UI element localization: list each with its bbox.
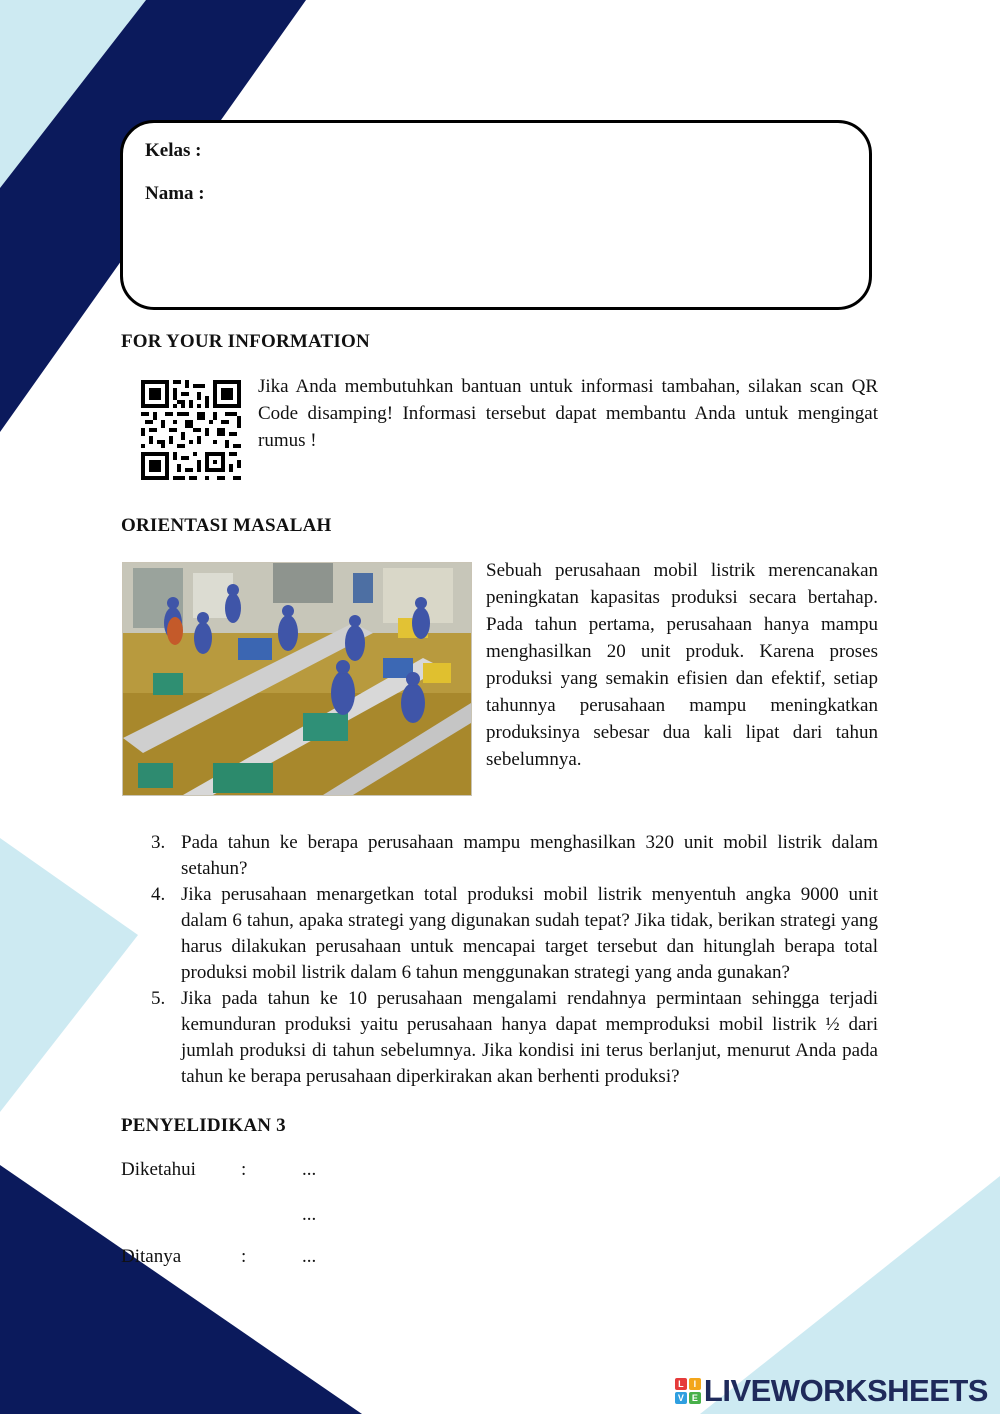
question-text: Jika perusahaan menargetkan total produksi mobil listrik menyentuh angka 9000 unit dalam 6 tahun, apaka strategi yang digunakan sudah tepat? Jika tidak, berikan strategi yang harus dilakukan perusahaan untuk mencapai target tersebut dan hitunglah berapa total produksi mobil listrik dalam 6 tahun menggunakan strategi yang anda gunakan?	[181, 884, 878, 983]
liveworksheets-logo	[675, 1374, 988, 1408]
known-answer-1[interactable]: ...	[302, 1159, 317, 1180]
question-text: Pada tahun ke berapa perusahaan mampu menghasilkan 320 unit mobil listrik dalam setahun?	[181, 832, 878, 879]
student-info-box	[120, 120, 872, 310]
question-text: Jika pada tahun ke 10 perusahaan mengalami rendahnya permintaan sehingga terjadi kemunduran produksi yaitu perusahaan hanya dapat memproduksi mobil listrik ½ dari jumlah produksi di tahun sebelumnya. Jika kondisi ini terus berlanjut, menurut Anda pada tahun ke berapa perusahaan diperkirakan akan berhenti produksi?	[181, 988, 878, 1087]
class-label: Kelas :	[145, 140, 202, 161]
info-heading: FOR YOUR INFORMATION	[121, 331, 370, 352]
asked-answer[interactable]: ...	[302, 1246, 317, 1267]
asked-label: Ditanya	[121, 1246, 182, 1267]
orientation-heading: ORIENTASI MASALAH	[121, 515, 332, 536]
question-item	[140, 830, 878, 882]
orientation-text: Sebuah perusahaan mobil listrik merencanakan peningkatan kapasitas produksi secara bertahap. Pada tahun pertama, perusahaan hanya mampu menghasilkan 20 unit produk. Karena proses produksi yang semakin efisien dan efektif, setiap tahunnya perusahaan mampu meningkatkan produksinya sebesar dua kali lipat dari tahun sebelumnya.	[486, 560, 878, 770]
name-label: Nama :	[145, 183, 205, 204]
known-answer-2[interactable]: ...	[302, 1204, 317, 1225]
factory-photo	[122, 562, 472, 796]
question-number: 5.	[151, 988, 166, 1009]
question-item	[140, 882, 878, 986]
investigation-heading: PENYELIDIKAN 3	[121, 1115, 286, 1136]
question-item	[140, 986, 878, 1090]
question-number: 3.	[151, 832, 166, 853]
qr-code-icon	[140, 380, 242, 480]
question-list	[140, 830, 878, 1090]
known-colon: :	[241, 1159, 247, 1180]
live-badge-icon: L I V E	[675, 1378, 701, 1404]
known-label: Diketahui	[121, 1159, 196, 1180]
logo-text: LIVEWORKSHEETS	[703, 1373, 988, 1408]
info-text: Jika Anda membutuhkan bantuan untuk informasi tambahan, silakan scan QR Code disamping! Informasi tersebut dapat membantu Anda untuk mengingat rumus !	[258, 376, 878, 451]
asked-colon: :	[241, 1246, 247, 1267]
question-number: 4.	[151, 884, 166, 905]
